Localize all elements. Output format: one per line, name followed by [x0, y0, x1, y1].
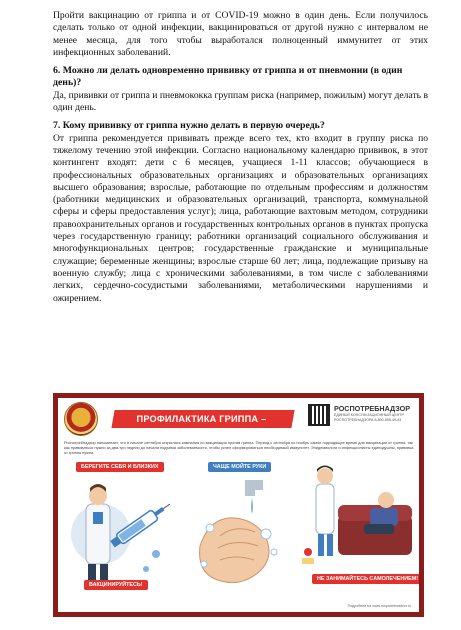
qr-code-icon	[308, 404, 330, 426]
panel-no-self-medication	[298, 456, 418, 596]
poster-title: ПРОФИЛАКТИКА ГРИППА – ВАКЦИНАЦИЯ!	[111, 410, 294, 428]
flu-prevention-poster	[53, 393, 424, 617]
document-text	[53, 10, 428, 305]
poster-body	[58, 398, 419, 612]
tag-protect: БЕРЕГИТЕ СЕБЯ И БЛИЗКИХ	[76, 462, 164, 472]
poster-intro-text: Роспотребнадзор напоминает, что в начале сентября открылась кампания по вакцинации против гриппа. Период с сентября по ноябрь самое подходящее время для вакцинации от гриппа, так как прививаться нужно за два-три недели до начала подъема заболеваемости, чтобы успел сформироваться необходимый иммунитет. Эпидемиологи и инфекционисты единодушны, прививка от гриппа нужна.	[64, 440, 414, 455]
tag-no-self-medication: НЕ ЗАНИМАЙТЕСЬ САМОЛЕЧЕНИЕМ!	[312, 574, 419, 584]
org-name: РОСПОТРЕБНАДЗОР	[334, 404, 411, 413]
poster-footer: Подробнее на www.rospotrebnadzor.ru	[347, 604, 411, 608]
panel-handwashing	[190, 456, 290, 596]
doctor-syringe-icon	[66, 474, 176, 586]
tag-wash-hands: ЧАЩЕ МОЙТЕ РУКИ	[208, 462, 271, 472]
hand-washing-icon	[190, 476, 290, 594]
intro-paragraph: Пройти вакцинацию от гриппа и от COVID-19 можно в один день. Если получилось сделать только от одной инфекции, вакцинироваться от другой нужно с интервалом не менее месяца, для того чтобы выработался полноценный иммунитет от этих инфекционных заболеваний.	[53, 10, 428, 58]
sick-patient-doctor-icon	[298, 460, 418, 572]
question-6-heading: 6. Можно ли делать одновременно прививку от гриппа и от пневмонии (в один день)?	[53, 65, 403, 89]
rospotrebnadzor-emblem-icon	[64, 402, 98, 436]
question-6-answer: Да, прививки от гриппа и пневмококка группам риска (например, пожилым) могут делать в один день.	[53, 89, 428, 114]
panel-vaccination	[66, 456, 176, 596]
tag-vaccinate: ВАКЦИНИРУЙТЕСЬ!	[84, 580, 148, 590]
question-7-heading: 7. Кому прививку от гриппа нужно делать в первую очередь?	[53, 120, 325, 132]
question-7-answer: От гриппа рекомендуется прививать прежде всего тех, кто входит в группу риска по тяжелому течению этой инфекции. Согласно национальному календарю прививок, в этот контингент входят: дети с 6 месяцев, учащиеся 1-11 классов; обучающиеся в профессиональных образовательных организациях и образовательных организациях высшего образования; взрослые, работающие по отдельным профессиям и должностям (работники медицинских и образовательных организаций, транспорта, коммунальной сферы и сферы предоставления услуг); лица, работающие вахтовым методом, сотрудники правоохранительных органов и государственных контрольных органов в пунктах пропуска через государственную границу; работники организаций социального обслуживания и многофункциональных центров; государственные гражданские и муниципальные служащие; беременные женщины; взрослые старше 60 лет; лица, подлежащие призыву на военную службу; лица с хроническими заболеваниями, в том числе с заболеваниями легких, сердечно-сосудистыми заболеваниями, метаболическими нарушениями и ожирением.	[53, 132, 428, 304]
org-subtitle: ЕДИНЫЙ КОНСУЛЬТАЦИОННЫЙ ЦЕНТР РОСПОТРЕБНАДЗОРА 8-800-555-49-43	[334, 413, 404, 422]
